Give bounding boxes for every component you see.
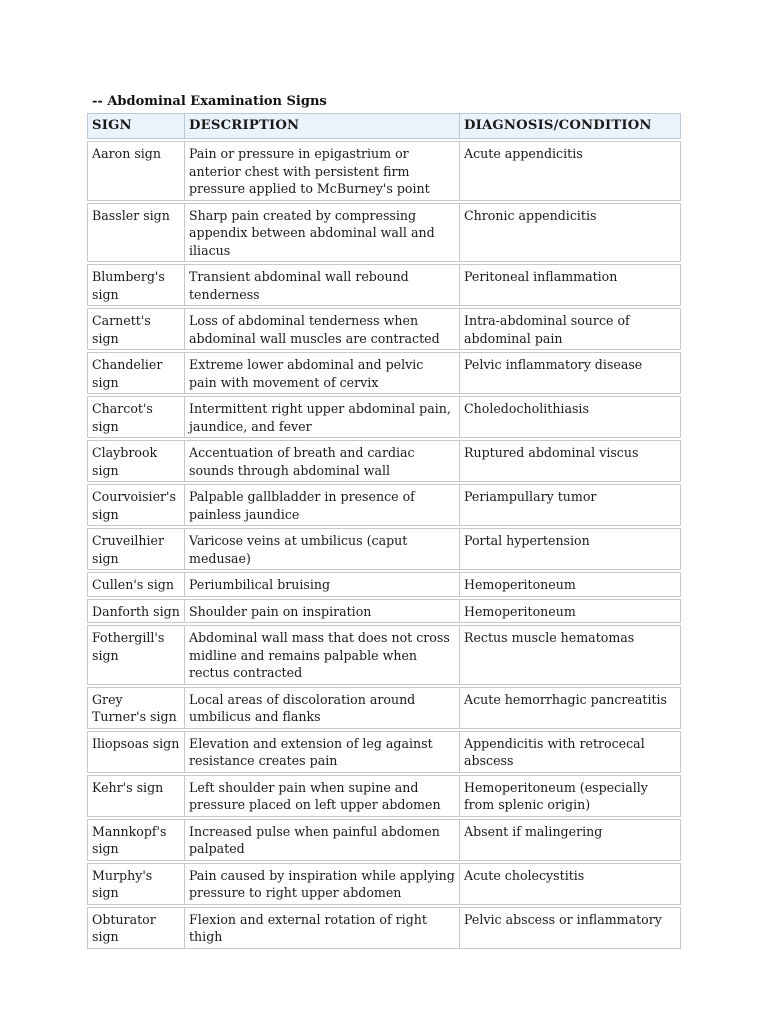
diagnosis-cell: Appendicitis with retrocecal abscess xyxy=(459,731,681,773)
diagnosis-cell: Choledocholithiasis xyxy=(459,396,681,438)
header-diagnosis: DIAGNOSIS/CONDITION xyxy=(459,113,681,139)
sign-cell: Cullen's sign xyxy=(87,572,184,597)
sign-cell: Kehr's sign xyxy=(87,775,184,817)
diagnosis-cell: Pelvic inflammatory disease xyxy=(459,352,681,394)
table-header xyxy=(87,113,681,139)
table-row xyxy=(87,308,681,350)
table-row xyxy=(87,484,681,526)
description-cell: Palpable gallbladder in presence of painless jaundice xyxy=(184,484,459,526)
description-cell: Periumbilical bruising xyxy=(184,572,459,597)
sign-cell: Charcot's sign xyxy=(87,396,184,438)
header-sign: SIGN xyxy=(87,113,184,139)
description-cell: Pain or pressure in epigastrium or anterior chest with persistent firm pressure applied to McBurney's point xyxy=(184,141,459,201)
description-cell: Abdominal wall mass that does not cross midline and remains palpable when rectus contracted xyxy=(184,625,459,685)
diagnosis-cell: Absent if malingering xyxy=(459,819,681,861)
diagnosis-cell: Chronic appendicitis xyxy=(459,203,681,263)
document xyxy=(87,93,681,951)
sign-cell: Courvoisier's sign xyxy=(87,484,184,526)
table-body xyxy=(87,141,681,949)
diagnosis-cell: Acute appendicitis xyxy=(459,141,681,201)
description-cell: Intermittent right upper abdominal pain, jaundice, and fever xyxy=(184,396,459,438)
sign-cell: Claybrook sign xyxy=(87,440,184,482)
table-row xyxy=(87,352,681,394)
signs-table xyxy=(87,111,681,951)
sign-cell: Danforth sign xyxy=(87,599,184,624)
diagnosis-cell: Ruptured abdominal viscus xyxy=(459,440,681,482)
sign-cell: Grey Turner's sign xyxy=(87,687,184,729)
table-row xyxy=(87,141,681,201)
diagnosis-cell: Acute cholecystitis xyxy=(459,863,681,905)
description-cell: Local areas of discoloration around umbilicus and flanks xyxy=(184,687,459,729)
diagnosis-cell: Hemoperitoneum xyxy=(459,599,681,624)
diagnosis-cell: Acute hemorrhagic pancreatitis xyxy=(459,687,681,729)
table-row xyxy=(87,440,681,482)
description-cell: Accentuation of breath and cardiac sounds through abdominal wall xyxy=(184,440,459,482)
description-cell: Flexion and external rotation of right thigh xyxy=(184,907,459,949)
table-row xyxy=(87,687,681,729)
sign-cell: Cruveilhier sign xyxy=(87,528,184,570)
table-row xyxy=(87,264,681,306)
description-cell: Sharp pain created by compressing appendix between abdominal wall and iliacus xyxy=(184,203,459,263)
description-cell: Loss of abdominal tenderness when abdominal wall muscles are contracted xyxy=(184,308,459,350)
table-row xyxy=(87,731,681,773)
diagnosis-cell: Peritoneal inflammation xyxy=(459,264,681,306)
table-row xyxy=(87,528,681,570)
diagnosis-cell: Hemoperitoneum (especially from splenic origin) xyxy=(459,775,681,817)
diagnosis-cell: Hemoperitoneum xyxy=(459,572,681,597)
sign-cell: Obturator sign xyxy=(87,907,184,949)
sign-cell: Chandelier sign xyxy=(87,352,184,394)
diagnosis-cell: Portal hypertension xyxy=(459,528,681,570)
sign-cell: Aaron sign xyxy=(87,141,184,201)
page-title: -- Abdominal Examination Signs xyxy=(92,94,327,109)
diagnosis-cell: Rectus muscle hematomas xyxy=(459,625,681,685)
table-row xyxy=(87,572,681,597)
description-cell: Transient abdominal wall rebound tenderness xyxy=(184,264,459,306)
table-row xyxy=(87,203,681,263)
table-row xyxy=(87,775,681,817)
table-row xyxy=(87,625,681,685)
diagnosis-cell: Periampullary tumor xyxy=(459,484,681,526)
sign-cell: Mannkopf's sign xyxy=(87,819,184,861)
description-cell: Varicose veins at umbilicus (caput medusae) xyxy=(184,528,459,570)
description-cell: Increased pulse when painful abdomen palpated xyxy=(184,819,459,861)
sign-cell: Blumberg's sign xyxy=(87,264,184,306)
sign-cell: Carnett's sign xyxy=(87,308,184,350)
header-description: DESCRIPTION xyxy=(184,113,459,139)
table-row xyxy=(87,599,681,624)
table-row xyxy=(87,863,681,905)
description-cell: Extreme lower abdominal and pelvic pain with movement of cervix xyxy=(184,352,459,394)
diagnosis-cell: Intra-abdominal source of abdominal pain xyxy=(459,308,681,350)
sign-cell: Fothergill's sign xyxy=(87,625,184,685)
description-cell: Shoulder pain on inspiration xyxy=(184,599,459,624)
sign-cell: Bassler sign xyxy=(87,203,184,263)
table-row xyxy=(87,819,681,861)
description-cell: Pain caused by inspiration while applying pressure to right upper abdomen xyxy=(184,863,459,905)
table-row xyxy=(87,396,681,438)
diagnosis-cell: Pelvic abscess or inflammatory xyxy=(459,907,681,949)
table-row xyxy=(87,907,681,949)
description-cell: Left shoulder pain when supine and pressure placed on left upper abdomen xyxy=(184,775,459,817)
sign-cell: Iliopsoas sign xyxy=(87,731,184,773)
sign-cell: Murphy's sign xyxy=(87,863,184,905)
description-cell: Elevation and extension of leg against resistance creates pain xyxy=(184,731,459,773)
header-row xyxy=(87,113,681,139)
